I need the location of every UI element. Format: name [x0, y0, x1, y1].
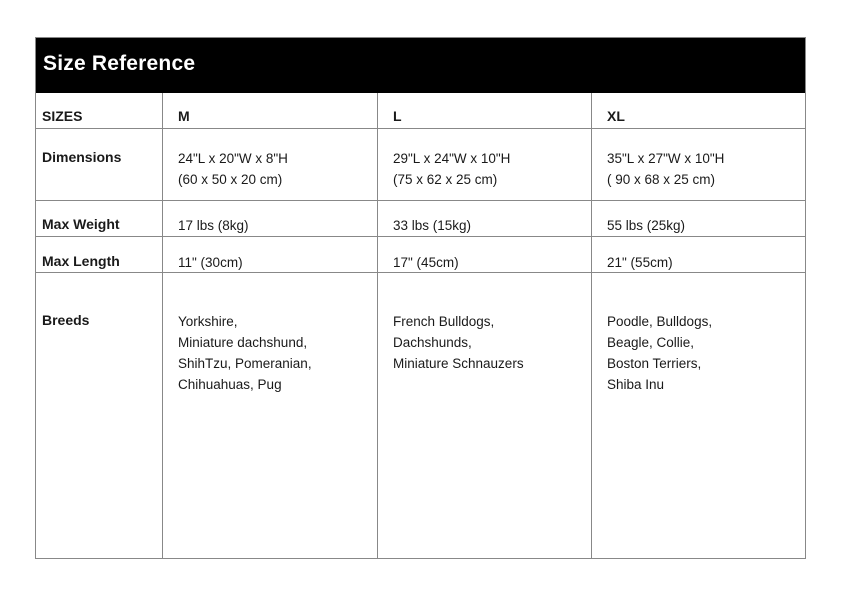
breeds-xl-line: Boston Terriers,: [607, 356, 702, 371]
max-length-l: 17" (45cm): [393, 255, 459, 270]
dimensions-m-imperial: 24"L x 20"W x 8"H: [178, 151, 288, 166]
dimensions-xl: [607, 148, 724, 190]
breeds-xl: [607, 311, 712, 395]
row-label-max-weight: Max Weight: [42, 216, 120, 232]
breeds-xl-line: Shiba Inu: [607, 377, 665, 392]
max-weight-l: 33 lbs (15kg): [393, 218, 472, 233]
breeds-xl-line: Poodle, Bulldogs,: [607, 314, 713, 329]
max-weight-m: 17 lbs (8kg): [178, 218, 249, 233]
dimensions-xl-imperial: 35"L x 27"W x 10"H: [607, 151, 725, 166]
header-sizes-label: SIZES: [42, 108, 83, 124]
column-divider: [377, 93, 378, 558]
max-length-m: 11" (30cm): [178, 255, 243, 270]
breeds-l: [393, 311, 524, 374]
header-size-l: L: [393, 108, 402, 124]
column-divider: [591, 93, 592, 558]
row-label-dimensions: Dimensions: [42, 149, 122, 165]
max-weight-xl: 55 lbs (25kg): [607, 218, 686, 233]
max-length-xl: 21" (55cm): [607, 255, 673, 270]
dimensions-m: [178, 148, 288, 190]
size-reference-table: [35, 37, 806, 559]
breeds-l-line: Dachshunds,: [393, 335, 472, 350]
row-label-max-length: Max Length: [42, 253, 120, 269]
breeds-xl-line: Beagle, Collie,: [607, 335, 695, 350]
breeds-l-line: French Bulldogs,: [393, 314, 495, 329]
dimensions-xl-metric: ( 90 x 68 x 25 cm): [607, 172, 716, 187]
header-size-m: M: [178, 108, 190, 124]
dimensions-l: [393, 148, 510, 190]
breeds-l-line: Miniature Schnauzers: [393, 356, 524, 371]
row-divider: [36, 128, 805, 129]
breeds-m-line: Miniature dachshund,: [178, 335, 308, 350]
breeds-m-line: ShihTzu, Pomeranian,: [178, 356, 312, 371]
breeds-m: [178, 311, 312, 395]
header-size-xl: XL: [607, 108, 625, 124]
row-divider: [36, 200, 805, 201]
table-title: Size Reference: [43, 52, 196, 75]
title-bar: [36, 38, 805, 93]
dimensions-l-metric: (75 x 62 x 25 cm): [393, 172, 498, 187]
dimensions-l-imperial: 29"L x 24"W x 10"H: [393, 151, 511, 166]
column-divider: [162, 93, 163, 558]
breeds-m-line: Yorkshire,: [178, 314, 238, 329]
row-divider: [36, 236, 805, 237]
breeds-m-line: Chihuahuas, Pug: [178, 377, 282, 392]
row-label-breeds: Breeds: [42, 312, 90, 328]
dimensions-m-metric: (60 x 50 x 20 cm): [178, 172, 283, 187]
